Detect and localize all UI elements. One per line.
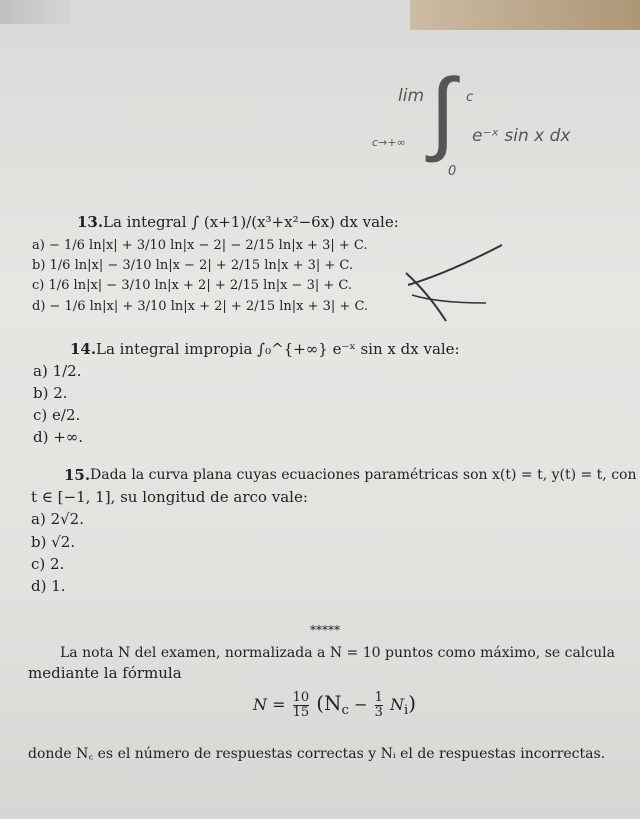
cross-mark-icon xyxy=(398,233,508,333)
hand-lim-sub: c→+∞ xyxy=(372,136,406,149)
q13-stem: La integral ∫ (x+1)/(x³+x²−6x) dx vale: xyxy=(103,213,399,231)
formula-i-sub: i xyxy=(403,703,409,719)
exam-page xyxy=(0,8,640,819)
q15-number: 15. xyxy=(64,466,91,484)
note-line3: donde N꜀ es el número de respuestas correctas y Nᵢ el de respuestas incorrectas. xyxy=(28,746,606,762)
q15-option-b: b) √2. xyxy=(31,533,76,551)
grading-formula xyxy=(253,691,416,720)
q14-option-b: b) 2. xyxy=(33,384,68,402)
note-line2: mediante la fórmula xyxy=(28,664,182,682)
fraction-1-den: 15 xyxy=(292,705,310,720)
formula-open: (N xyxy=(316,691,342,715)
fraction-1-num: 10 xyxy=(292,690,310,705)
hand-integral-sign: ∫ xyxy=(430,58,456,165)
hand-integrand: e⁻ˣ sin x dx xyxy=(472,126,571,146)
q13-number: 13. xyxy=(77,213,104,231)
formula-fraction-2 xyxy=(375,691,383,720)
q13-option-d: d) − 1/6 ln|x| + 3/10 ln|x + 2| + 2/15 ln|x + 3| + C. xyxy=(32,299,369,314)
q15-stem-line1: Dada la curva plana cuyas ecuaciones paramétricas son x(t) = t, y(t) = t, con xyxy=(90,467,637,483)
fraction-2-num: 1 xyxy=(374,690,383,705)
formula-c-sub: c xyxy=(341,703,350,719)
q14-number: 14. xyxy=(70,340,97,358)
q15-option-c: c) 2. xyxy=(31,555,65,573)
q15-option-a: a) 2√2. xyxy=(31,510,84,528)
q14-stem: La integral impropia ∫₀^{+∞} e⁻ˣ sin x dx vale: xyxy=(96,340,460,358)
formula-minus: − xyxy=(349,695,373,714)
formula-fraction-1 xyxy=(293,691,310,720)
q14-option-a: a) 1/2. xyxy=(33,362,82,380)
q14-option-d: d) +∞. xyxy=(33,428,84,446)
q15-option-d: d) 1. xyxy=(31,577,66,595)
hand-lim: lim xyxy=(398,86,425,106)
q14-option-c: c) e/2. xyxy=(33,406,81,424)
section-divider: ***** xyxy=(310,623,340,637)
hand-lower: 0 xyxy=(448,164,457,179)
q13-option-b: b) 1/6 ln|x| − 3/10 ln|x − 2| + 2/15 ln|x + 3| + C. xyxy=(32,258,354,273)
formula-close: ) xyxy=(408,691,417,715)
q15-stem-line2: t ∈ [−1, 1], su longitud de arco vale: xyxy=(31,488,308,506)
fraction-2-den: 3 xyxy=(374,705,383,720)
formula-lhs: N = xyxy=(253,695,286,714)
formula-ni: N xyxy=(389,695,404,714)
q13-option-a: a) − 1/6 ln|x| + 3/10 ln|x − 2| − 2/15 ln|x + 3| + C. xyxy=(32,238,368,253)
hand-upper: c xyxy=(466,90,474,105)
note-line1: La nota N del examen, normalizada a N = 10 puntos como máximo, se calcula xyxy=(60,645,615,661)
q13-option-c: c) 1/6 ln|x| − 3/10 ln|x + 2| + 2/15 ln|x − 3| + C. xyxy=(32,278,352,293)
